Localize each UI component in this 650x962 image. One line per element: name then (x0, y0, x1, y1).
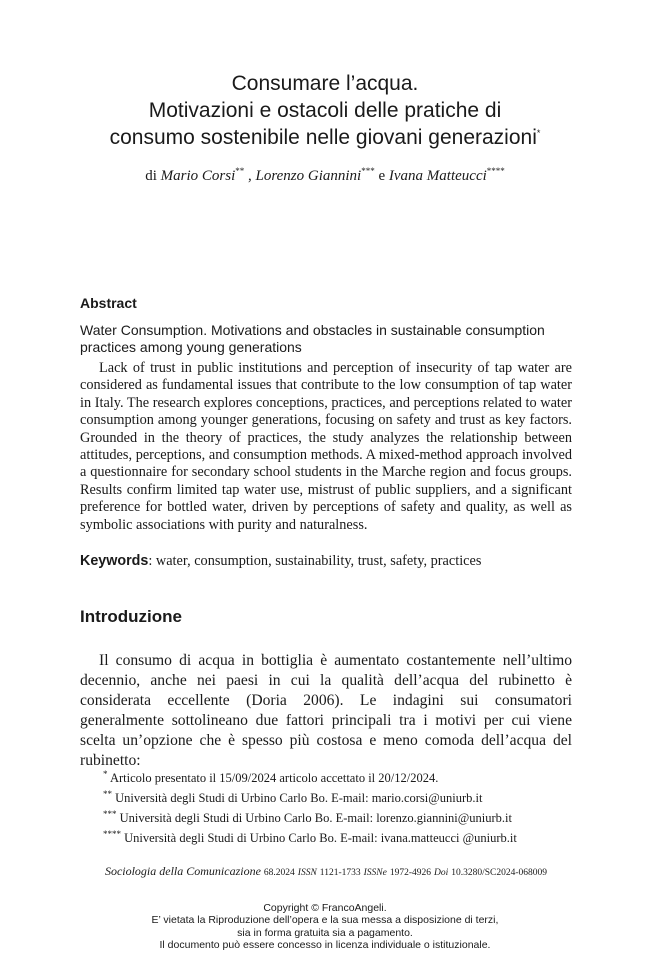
footnote-item (103, 788, 573, 808)
footnote-text: Università degli Studi di Urbino Carlo Bo. E-mail: mario.corsi@uniurb.it (115, 791, 483, 805)
issne-value: 1972-4926 (389, 868, 431, 878)
footnote-mark: ** (103, 788, 112, 799)
title-line-3-text: consumo sostenibile nelle giovani generazioni (109, 126, 537, 149)
issne-label: ISSNe (363, 868, 387, 878)
journal-citation (80, 864, 572, 879)
footnotes (103, 768, 573, 848)
journal-name: Sociologia della Comunicazione (104, 864, 261, 878)
title-line-1: Consumare l’acqua. (231, 72, 419, 95)
abstract-heading: Abstract (80, 295, 137, 311)
footnote-text: Università degli Studi di Urbino Carlo Bo. E-mail: lorenzo.giannini@uniurb.it (119, 811, 512, 825)
section-heading-introduzione: Introduzione (80, 607, 182, 626)
author-name-2: Lorenzo Giannini (255, 168, 362, 184)
author-name-3: Ivana Matteucci (388, 168, 487, 184)
author-mark-1: ** (235, 166, 245, 176)
footnote-mark: * (103, 768, 108, 779)
article-title (0, 70, 650, 151)
copyright-line-2: E’ vietata la Riproduzione dell’opera e la sua messa a disposizione di terzi, (151, 914, 499, 927)
title-line-3 (0, 124, 650, 151)
issn-label: ISSN (297, 868, 317, 878)
footnote-mark: **** (103, 828, 121, 839)
keywords-text: : water, consumption, sustainability, trust, safety, practices (148, 553, 482, 569)
author-byline (0, 168, 650, 185)
issn-value: 1121-1733 (319, 868, 361, 878)
introduction-paragraph: Il consumo di acqua in bottiglia è aumentato costantemente nell’ultimo decennio, anche nei paesi in cui la qualità dell’acqua del rubinetto è considerata eccellente (Doria 2006). Le indagini sui consumatori generalmente sottolineano due fattori principali tra i motivi per cui viene scelta un’opzione che è spesso più costosa e meno comoda dell’acqua del rubinetto: (80, 652, 572, 769)
footnote-mark: *** (103, 808, 117, 819)
byline-prefix: di (145, 168, 157, 184)
keywords-line (80, 553, 481, 570)
abstract-body: Lack of trust in public institutions and perception of insecurity of tap water are considered as fundamental issues that contribute to the low consumption of tap water in Italy. The research explores conceptions, practices, and perceptions related to water consumption among younger generations, focusing on safety and trust as key factors. Grounded in the theory of practices, the study analyzes the relationship between attitudes, perceptions, and consumption methods. A mixed-method approach involved a questionnaire for secondary school students in the Marche region and focus groups. Results confirm limited tap water use, mistrust of public suppliers, and a significant preference for bottled water, driven by perceptions of safety and quality, as well as symbolic associations with purity and naturalness. (80, 360, 572, 533)
footnote-item (103, 768, 573, 788)
copyright-line-3: sia in forma gratuita sia a pagamento. (237, 926, 413, 939)
author-separator-2: e (378, 168, 386, 184)
footnote-text: Università degli Studi di Urbino Carlo Bo. E-mail: ivana.matteucci @uniurb.it (124, 831, 517, 845)
copyright-line-4: Il documento può essere concesso in licenza individuale o istituzionale. (159, 938, 491, 951)
author-name-1: Mario Corsi (160, 168, 236, 184)
journal-issue: 68.2024 (263, 868, 295, 878)
author-mark-3: **** (486, 166, 505, 176)
abstract-english-title: Water Consumption. Motivations and obstacles in sustainable consumption practices among young generations (80, 322, 545, 355)
copyright-notice (0, 902, 650, 951)
title-footnote-mark: * (536, 128, 541, 138)
doi-value: 10.3280/SC2024-068009 (451, 868, 548, 878)
author-separator-1: , (248, 168, 252, 184)
footnote-text: Articolo presentato il 15/09/2024 articolo accettato il 20/12/2024. (109, 771, 439, 785)
author-mark-2: *** (361, 166, 375, 176)
copyright-line-1: Copyright © FrancoAngeli. (263, 902, 387, 914)
footnote-item (103, 828, 573, 848)
doi-label: Doi (434, 868, 449, 878)
title-line-2: Motivazioni e ostacoli delle pratiche di (148, 99, 502, 122)
footnote-item (103, 808, 573, 828)
keywords-label: Keywords (80, 553, 149, 569)
